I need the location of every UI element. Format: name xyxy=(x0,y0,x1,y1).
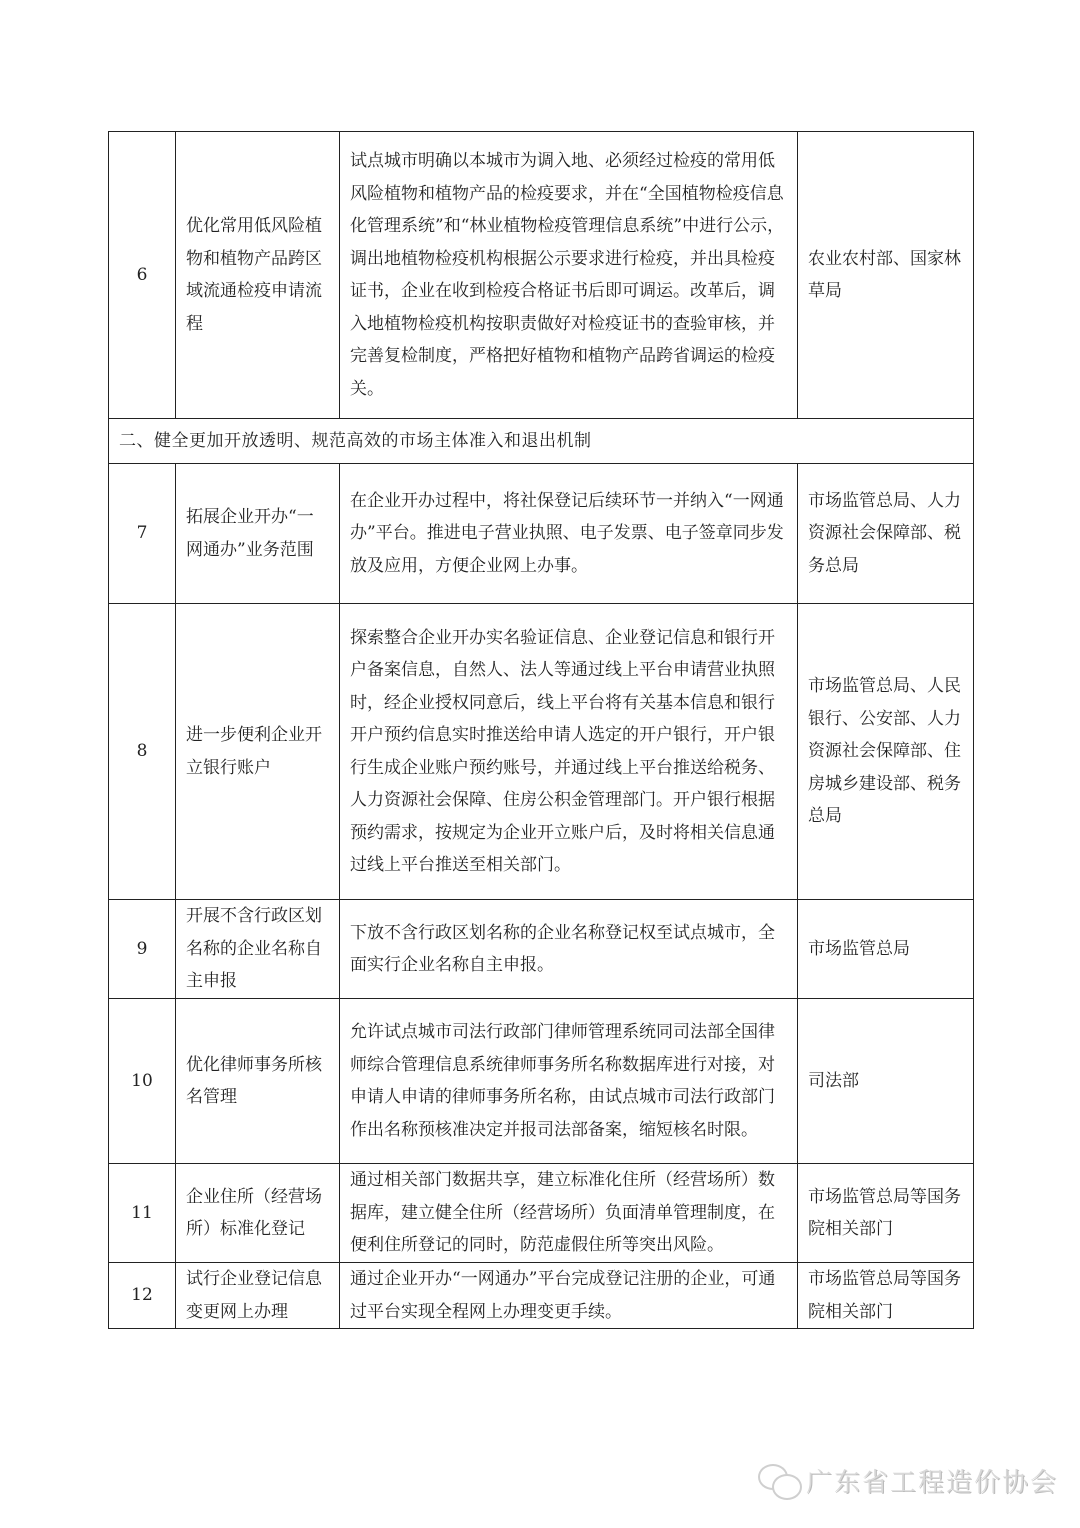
item-department: 农业农村部、国家林草局 xyxy=(798,132,974,419)
section-row xyxy=(109,419,974,464)
item-department: 市场监管总局等国务院相关部门 xyxy=(798,1164,974,1263)
item-name: 企业住所（经营场所）标准化登记 xyxy=(176,1164,340,1263)
table-row xyxy=(109,999,974,1164)
item-content: 试点城市明确以本城市为调入地、必须经过检疫的常用低风险植物和植物产品的检疫要求，并在“全国植物检疫信息化管理系统”和“林业植物检疫管理信息系统”中进行公示，调出地植物检疫机构根据公示要求进行检疫，并出具检疫证书，企业在收到检疫合格证书后即可调运。改革后，调入地植物检疫机构按职责做好对检疫证书的查验审核，并完善复检制度，严格把好植物和植物产品跨省调运的检疫关。 xyxy=(340,132,798,419)
item-name: 开展不含行政区划名称的企业名称自主申报 xyxy=(176,900,340,999)
item-number: 9 xyxy=(109,900,176,999)
item-number: 7 xyxy=(109,464,176,604)
table-row xyxy=(109,132,974,419)
table-row xyxy=(109,464,974,604)
wechat-icon xyxy=(758,1464,802,1498)
watermark-text: 广东省工程造价协会 xyxy=(806,1468,1059,1498)
item-department: 市场监管总局等国务院相关部门 xyxy=(798,1263,974,1329)
item-number: 8 xyxy=(109,604,176,900)
item-department: 市场监管总局 xyxy=(798,900,974,999)
item-number: 6 xyxy=(109,132,176,419)
item-number: 12 xyxy=(109,1263,176,1329)
table-row xyxy=(109,1263,974,1329)
item-department: 市场监管总局、人力资源社会保障部、税务总局 xyxy=(798,464,974,604)
item-content: 在企业开办过程中，将社保登记后续环节一并纳入“一网通办”平台。推进电子营业执照、电子发票、电子签章同步发放及应用，方便企业网上办事。 xyxy=(340,464,798,604)
item-content: 探索整合企业开办实名验证信息、企业登记信息和银行开户备案信息，自然人、法人等通过线上平台申请营业执照时，经企业授权同意后，线上平台将有关基本信息和银行开户预约信息实时推送给申请人选定的开户银行，开户银行生成企业账户预约账号，并通过线上平台推送给税务、人力资源社会保障、住房公积金管理部门。开户银行根据预约需求，按规定为企业开立账户后，及时将相关信息通过线上平台推送至相关部门。 xyxy=(340,604,798,900)
table-row xyxy=(109,604,974,900)
item-content: 通过企业开办“一网通办”平台完成登记注册的企业，可通过平台实现全程网上办理变更手续。 xyxy=(340,1263,798,1329)
table-row xyxy=(109,1164,974,1263)
reform-table xyxy=(108,131,974,1329)
item-name: 进一步便利企业开立银行账户 xyxy=(176,604,340,900)
item-content: 通过相关部门数据共享，建立标准化住所（经营场所）数据库，建立健全住所（经营场所）负面清单管理制度，在便利住所登记的同时，防范虚假住所等突出风险。 xyxy=(340,1164,798,1263)
watermark xyxy=(758,1462,1058,1499)
item-name: 试行企业登记信息变更网上办理 xyxy=(176,1263,340,1329)
table-row xyxy=(109,900,974,999)
item-number: 11 xyxy=(109,1164,176,1263)
item-name: 优化律师事务所核名管理 xyxy=(176,999,340,1164)
item-content: 下放不含行政区划名称的企业名称登记权至试点城市，全面实行企业名称自主申报。 xyxy=(340,900,798,999)
item-department: 司法部 xyxy=(798,999,974,1164)
item-name: 拓展企业开办“一网通办”业务范围 xyxy=(176,464,340,604)
item-department: 市场监管总局、人民银行、公安部、人力资源社会保障部、住房城乡建设部、税务总局 xyxy=(798,604,974,900)
section-heading: 二、健全更加开放透明、规范高效的市场主体准入和退出机制 xyxy=(109,419,974,464)
item-content: 允许试点城市司法行政部门律师管理系统同司法部全国律师综合管理信息系统律师事务所名称数据库进行对接，对申请人申请的律师事务所名称，由试点城市司法行政部门作出名称预核准决定并报司法部备案，缩短核名时限。 xyxy=(340,999,798,1164)
item-number: 10 xyxy=(109,999,176,1164)
item-name: 优化常用低风险植物和植物产品跨区域流通检疫申请流程 xyxy=(176,132,340,419)
